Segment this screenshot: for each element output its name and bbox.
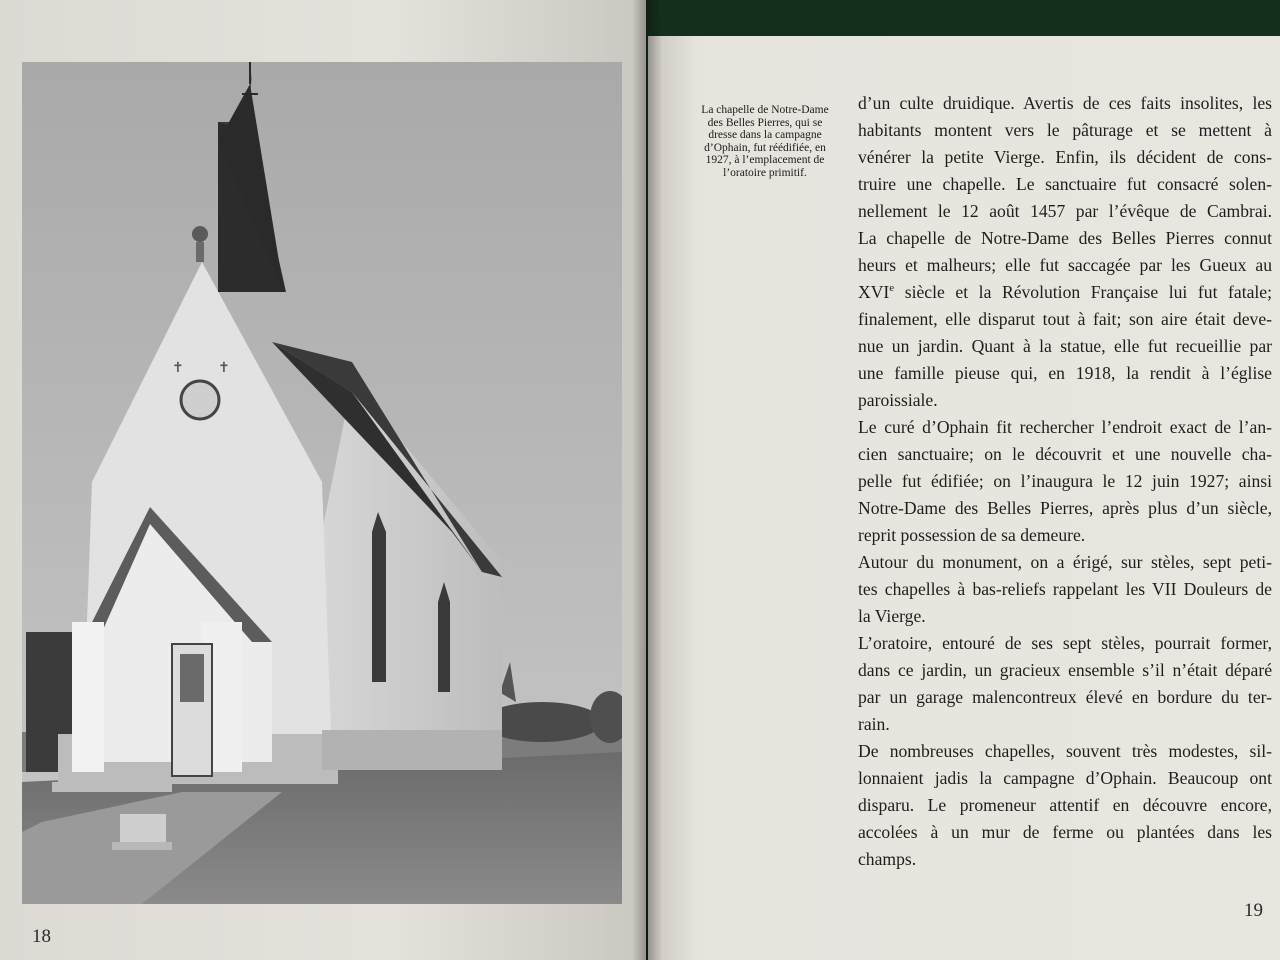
body-line: rain. (858, 714, 890, 734)
body-line: dans ce jardin, un gracieux ensemble s’il n’était déparé (858, 660, 1272, 680)
body-line: Le curé d’Ophain fit rechercher l’endroit exact de l’an- (858, 417, 1272, 437)
caption-line: dresse dans la campagne (708, 129, 822, 142)
body-line: nellement le 12 août 1457 par l’évêque de Cambrai. (858, 201, 1272, 221)
body-line: disparu. Le promeneur attentif en découvre encore, (858, 795, 1272, 815)
body-text (858, 90, 1272, 873)
body-line: reprit possession de sa demeure. (858, 525, 1086, 545)
body-line: XVIe siècle et la Révolution Française lui fut fatale; (858, 282, 1272, 302)
body-line: La chapelle de Notre-Dame des Belles Pierres connut (858, 228, 1272, 248)
body-line: d’un culte druidique. Avertis de ces faits insolites, les (858, 93, 1272, 113)
body-line: par un garage malencontreux élevé en bordure du ter- (858, 687, 1272, 707)
right-page-number: 19 (1244, 900, 1263, 921)
caption-line: d’Ophain, fut réédifiée, en (704, 141, 826, 154)
chapel-photograph (22, 62, 622, 904)
body-line: finalement, elle disparut tout à fait; son aire était deve- (858, 309, 1272, 329)
caption-line: 1927, à l’emplacement de (705, 154, 825, 167)
body-line: De nombreuses chapelles, souvent très modestes, sil- (858, 741, 1272, 761)
body-line: Autour du monument, on a érigé, sur stèles, sept peti- (858, 552, 1272, 572)
body-line: truire une chapelle. Le sanctuaire fut consacré solen- (858, 174, 1272, 194)
body-line: pelle fut édifiée; on l’inaugura le 12 juin 1927; ainsi (858, 471, 1272, 491)
svg-text:✝: ✝ (172, 360, 184, 376)
svg-text:✝: ✝ (218, 360, 230, 376)
body-line: la Vierge. (858, 606, 926, 626)
body-line: lonnaient jadis la campagne d’Ophain. Beaucoup ont (858, 768, 1272, 788)
body-line: L’oratoire, entouré de ses sept stèles, pourrait former, (858, 633, 1272, 653)
caption-line: des Belles Pierres, qui se (707, 116, 823, 129)
body-line: heurs et malheurs; elle fut saccagée par les Gueux au (858, 255, 1272, 275)
body-line: nue un jardin. Quant à la statue, elle fut recueillie par (858, 336, 1272, 356)
caption-line: l’oratoire primitif. (723, 166, 807, 179)
body-line: vénérer la petite Vierge. Enfin, ils décident de cons- (858, 147, 1272, 167)
body-line: cien sanctuaire; on le découvrit et une nouvelle cha- (858, 444, 1272, 464)
photo-caption (690, 104, 840, 180)
body-line: tes chapelles à bas-reliefs rappelant les VII Douleurs de (858, 579, 1272, 599)
left-page-number: 18 (32, 926, 51, 947)
body-line: paroissiale. (858, 390, 938, 410)
caption-line: La chapelle de Notre-Dame (701, 104, 829, 116)
body-line: champs. (858, 849, 917, 869)
body-line: Notre-Dame des Belles Pierres, après plus d’un siècle, (858, 498, 1272, 518)
body-line: accolées à un mur de ferme ou plantées dans les (858, 822, 1272, 842)
book-gutter (632, 0, 662, 960)
body-line: une famille pieuse qui, en 1918, la rendit à l’église (858, 363, 1272, 383)
body-line: habitants montent vers le pâturage et se mettent à (858, 120, 1272, 140)
